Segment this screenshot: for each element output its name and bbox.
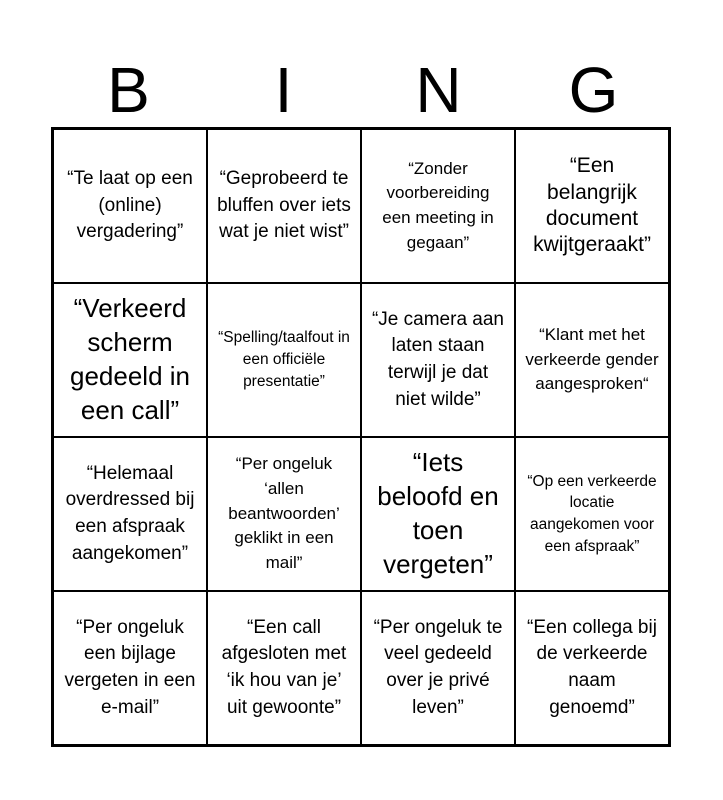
- bingo-cell-text: “Een belangrijk document kwijtgeraakt”: [533, 154, 651, 257]
- bingo-cell[interactable]: [53, 129, 207, 283]
- bingo-cell-text: “Verkeerd scherm gedeeld in een call”: [70, 293, 190, 425]
- bingo-cell[interactable]: [207, 591, 361, 745]
- bingo-cell[interactable]: [207, 283, 361, 437]
- bingo-cell[interactable]: [515, 591, 669, 745]
- bingo-cell-text: “Klant met het verkeerde gender aangesproken“: [525, 325, 659, 394]
- bingo-cell[interactable]: [361, 129, 515, 283]
- bingo-card-grid: [51, 127, 671, 747]
- bingo-cell[interactable]: [361, 591, 515, 745]
- bingo-header: [51, 52, 671, 128]
- bingo-cell-text: “Per ongeluk ‘allen beantwoorden’ geklikt in een mail”: [228, 454, 340, 572]
- bingo-cell-text: “Een collega bij de verkeerde naam genoemd”: [527, 616, 657, 718]
- bingo-cell-text: “Een call afgesloten met ‘ik hou van je’ uit gewoonte”: [221, 616, 347, 718]
- header-letter-g: G: [568, 54, 619, 126]
- bingo-cell[interactable]: [515, 129, 669, 283]
- bingo-cell[interactable]: [515, 437, 669, 591]
- bingo-cell[interactable]: [207, 437, 361, 591]
- bingo-cell[interactable]: [361, 437, 515, 591]
- bingo-cell-text: “Spelling/taalfout in een officiële presentatie”: [218, 329, 350, 390]
- header-letter-n: N: [415, 54, 462, 126]
- bingo-cell-text: “Je camera aan laten staan terwijl je dat niet wilde”: [371, 308, 504, 410]
- bingo-cell-text: “Te laat op een (online) vergadering”: [67, 168, 193, 243]
- bingo-cell[interactable]: [53, 591, 207, 745]
- bingo-cell[interactable]: [207, 129, 361, 283]
- bingo-cell-text: “Helemaal overdressed bij een afspraak aangekomen”: [65, 462, 195, 564]
- bingo-cell-text: “Per ongeluk een bijlage vergeten in een e-mail”: [64, 616, 196, 718]
- bingo-cell[interactable]: [53, 437, 207, 591]
- header-letter-i: I: [274, 54, 293, 126]
- bingo-cell[interactable]: [53, 283, 207, 437]
- bingo-cell-text: “Per ongeluk te veel gedeeld over je privé leven”: [373, 616, 503, 718]
- bingo-cell-text: “Op een verkeerde locatie aangekomen voor een afspraak”: [527, 472, 657, 555]
- bingo-cell[interactable]: [361, 283, 515, 437]
- bingo-cell[interactable]: [515, 283, 669, 437]
- header-letter-b: B: [107, 54, 150, 126]
- bingo-cell-text: “Geprobeerd te bluffen over iets wat je niet wist”: [217, 168, 351, 243]
- bingo-cell-text: “Iets beloofd en toen vergeten”: [377, 447, 499, 579]
- bingo-cell-text: “Zonder voorbereiding een meeting in gegaan”: [382, 158, 494, 252]
